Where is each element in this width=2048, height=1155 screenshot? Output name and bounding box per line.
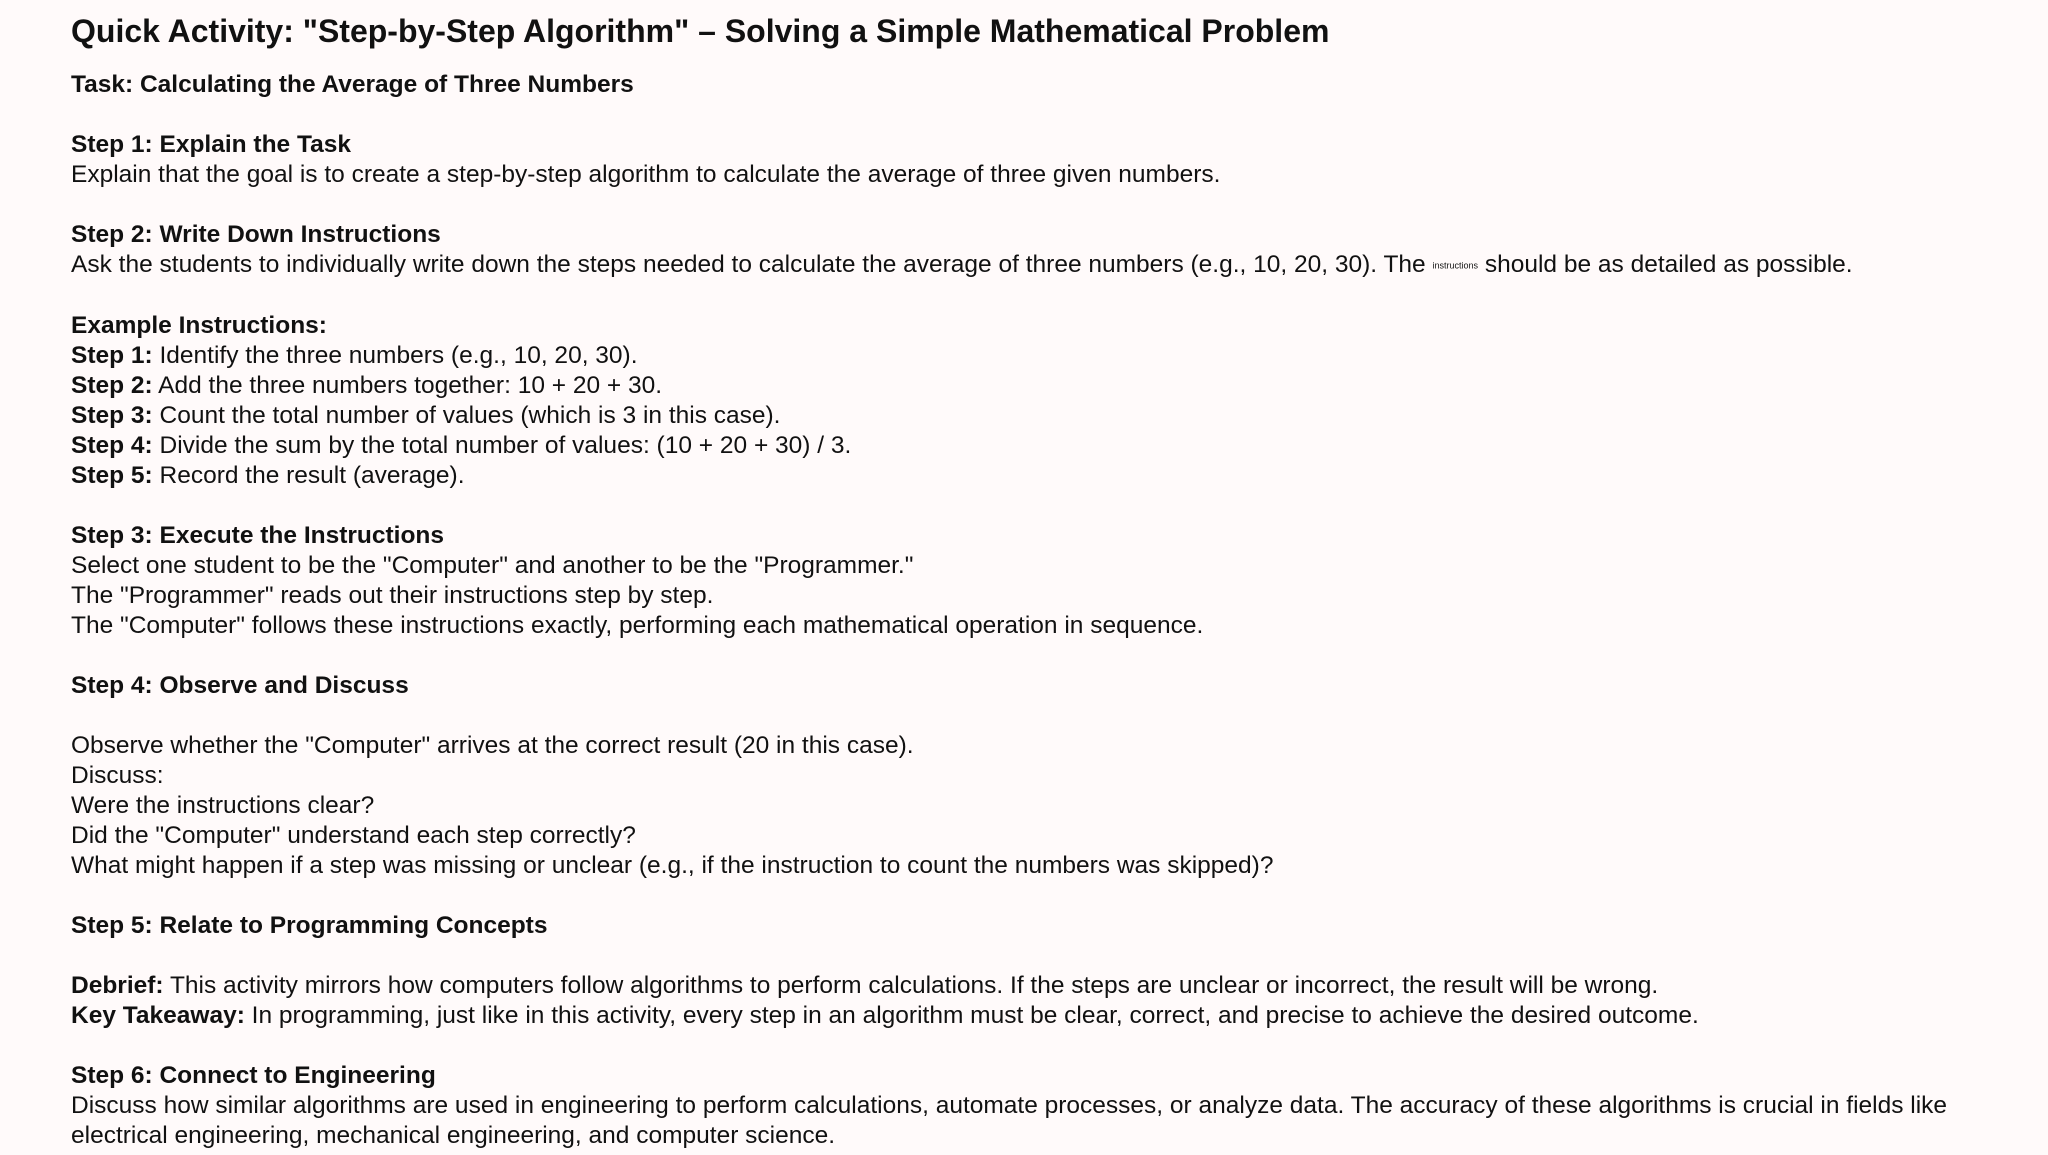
spacer [71, 281, 2028, 311]
step2-heading: Step 2: Write Down Instructions [71, 221, 441, 248]
example-item-text: Divide the sum by the total number of values: (10 + 20 + 30) / 3. [152, 431, 852, 459]
example-item-label: Step 1: [71, 341, 153, 369]
example-item-label: Step 5: [71, 461, 153, 489]
spacer [71, 491, 2028, 521]
example-item-text: Identify the three numbers (e.g., 10, 20, 30). [152, 341, 638, 369]
example-item [71, 461, 2028, 491]
example-item [71, 401, 2028, 431]
step4-heading: Step 4: Observe and Discuss [71, 671, 409, 699]
step2-text [71, 250, 2028, 281]
step4-line: Did the "Computer" understand each step correctly? [71, 821, 636, 849]
spacer [71, 190, 2028, 220]
spacer [71, 100, 2028, 130]
step6-text: Discuss how similar algorithms are used in engineering to perform calculations, automate processes, or analyze data. The accuracy of these algorithms is crucial in fields like electrical engineering, mechanical engineering, and computer science. [71, 1091, 1948, 1149]
example-item-label: Step 2: [71, 371, 153, 399]
step4-line: Discuss: [71, 761, 164, 789]
task-heading: Task: Calculating the Average of Three Numbers [71, 71, 634, 98]
step2-text-before: Ask the students to individually write down the steps needed to calculate the average of three numbers (e.g., 10, 20, 30). The [71, 251, 1433, 278]
step1-heading: Step 1: Explain the Task [71, 131, 352, 158]
takeaway-line [71, 1001, 2028, 1031]
spacer [71, 701, 2028, 731]
example-heading: Example Instructions: [71, 311, 327, 339]
step1-text: Explain that the goal is to create a step-by-step algorithm to calculate the average of three given numbers. [71, 161, 1221, 188]
example-item [71, 371, 2028, 401]
example-item-label: Step 3: [71, 401, 153, 429]
step4-line: Were the instructions clear? [71, 791, 375, 819]
example-item [71, 431, 2028, 461]
example-item [71, 341, 2028, 371]
spacer [71, 1031, 2028, 1061]
spacer [71, 881, 2028, 911]
step2-tiny-word: instructions [1432, 260, 1479, 271]
step6-heading: Step 6: Connect to Engineering [71, 1061, 436, 1089]
example-item-text: Record the result (average). [152, 461, 465, 489]
debrief-text: This activity mirrors how computers follow algorithms to perform calculations. If the steps are unclear or incorrect, the result will be wrong. [163, 971, 1659, 999]
step3-line: Select one student to be the "Computer" and another to be the "Programmer." [71, 551, 914, 579]
example-item-text: Add the three numbers together: 10 + 20 + 30. [152, 371, 663, 399]
page-title: Quick Activity: "Step-by-Step Algorithm" – Solving a Simple Mathematical Problem [71, 13, 1330, 49]
example-item-label: Step 4: [71, 431, 153, 459]
step3-line: The "Computer" follows these instructions exactly, performing each mathematical operation in sequence. [71, 611, 1204, 639]
debrief-label: Debrief: [71, 971, 164, 999]
step4-line: What might happen if a step was missing or unclear (e.g., if the instruction to count the numbers was skipped)? [71, 851, 1274, 879]
spacer [71, 641, 2028, 671]
step2-text-after: should be as detailed as possible. [1478, 251, 1853, 278]
step3-heading: Step 3: Execute the Instructions [71, 521, 445, 549]
takeaway-label: Key Takeaway: [71, 1001, 245, 1029]
step4-line: Observe whether the "Computer" arrives at the correct result (20 in this case). [71, 731, 914, 759]
step5-heading: Step 5: Relate to Programming Concepts [71, 911, 548, 939]
example-item-text: Count the total number of values (which is 3 in this case). [152, 401, 781, 429]
document-body [71, 10, 2028, 1151]
spacer [71, 941, 2028, 971]
takeaway-text: In programming, just like in this activity, every step in an algorithm must be clear, correct, and precise to achieve the desired outcome. [244, 1001, 1699, 1029]
debrief-line [71, 971, 2028, 1001]
step3-line: The "Programmer" reads out their instructions step by step. [71, 581, 714, 609]
